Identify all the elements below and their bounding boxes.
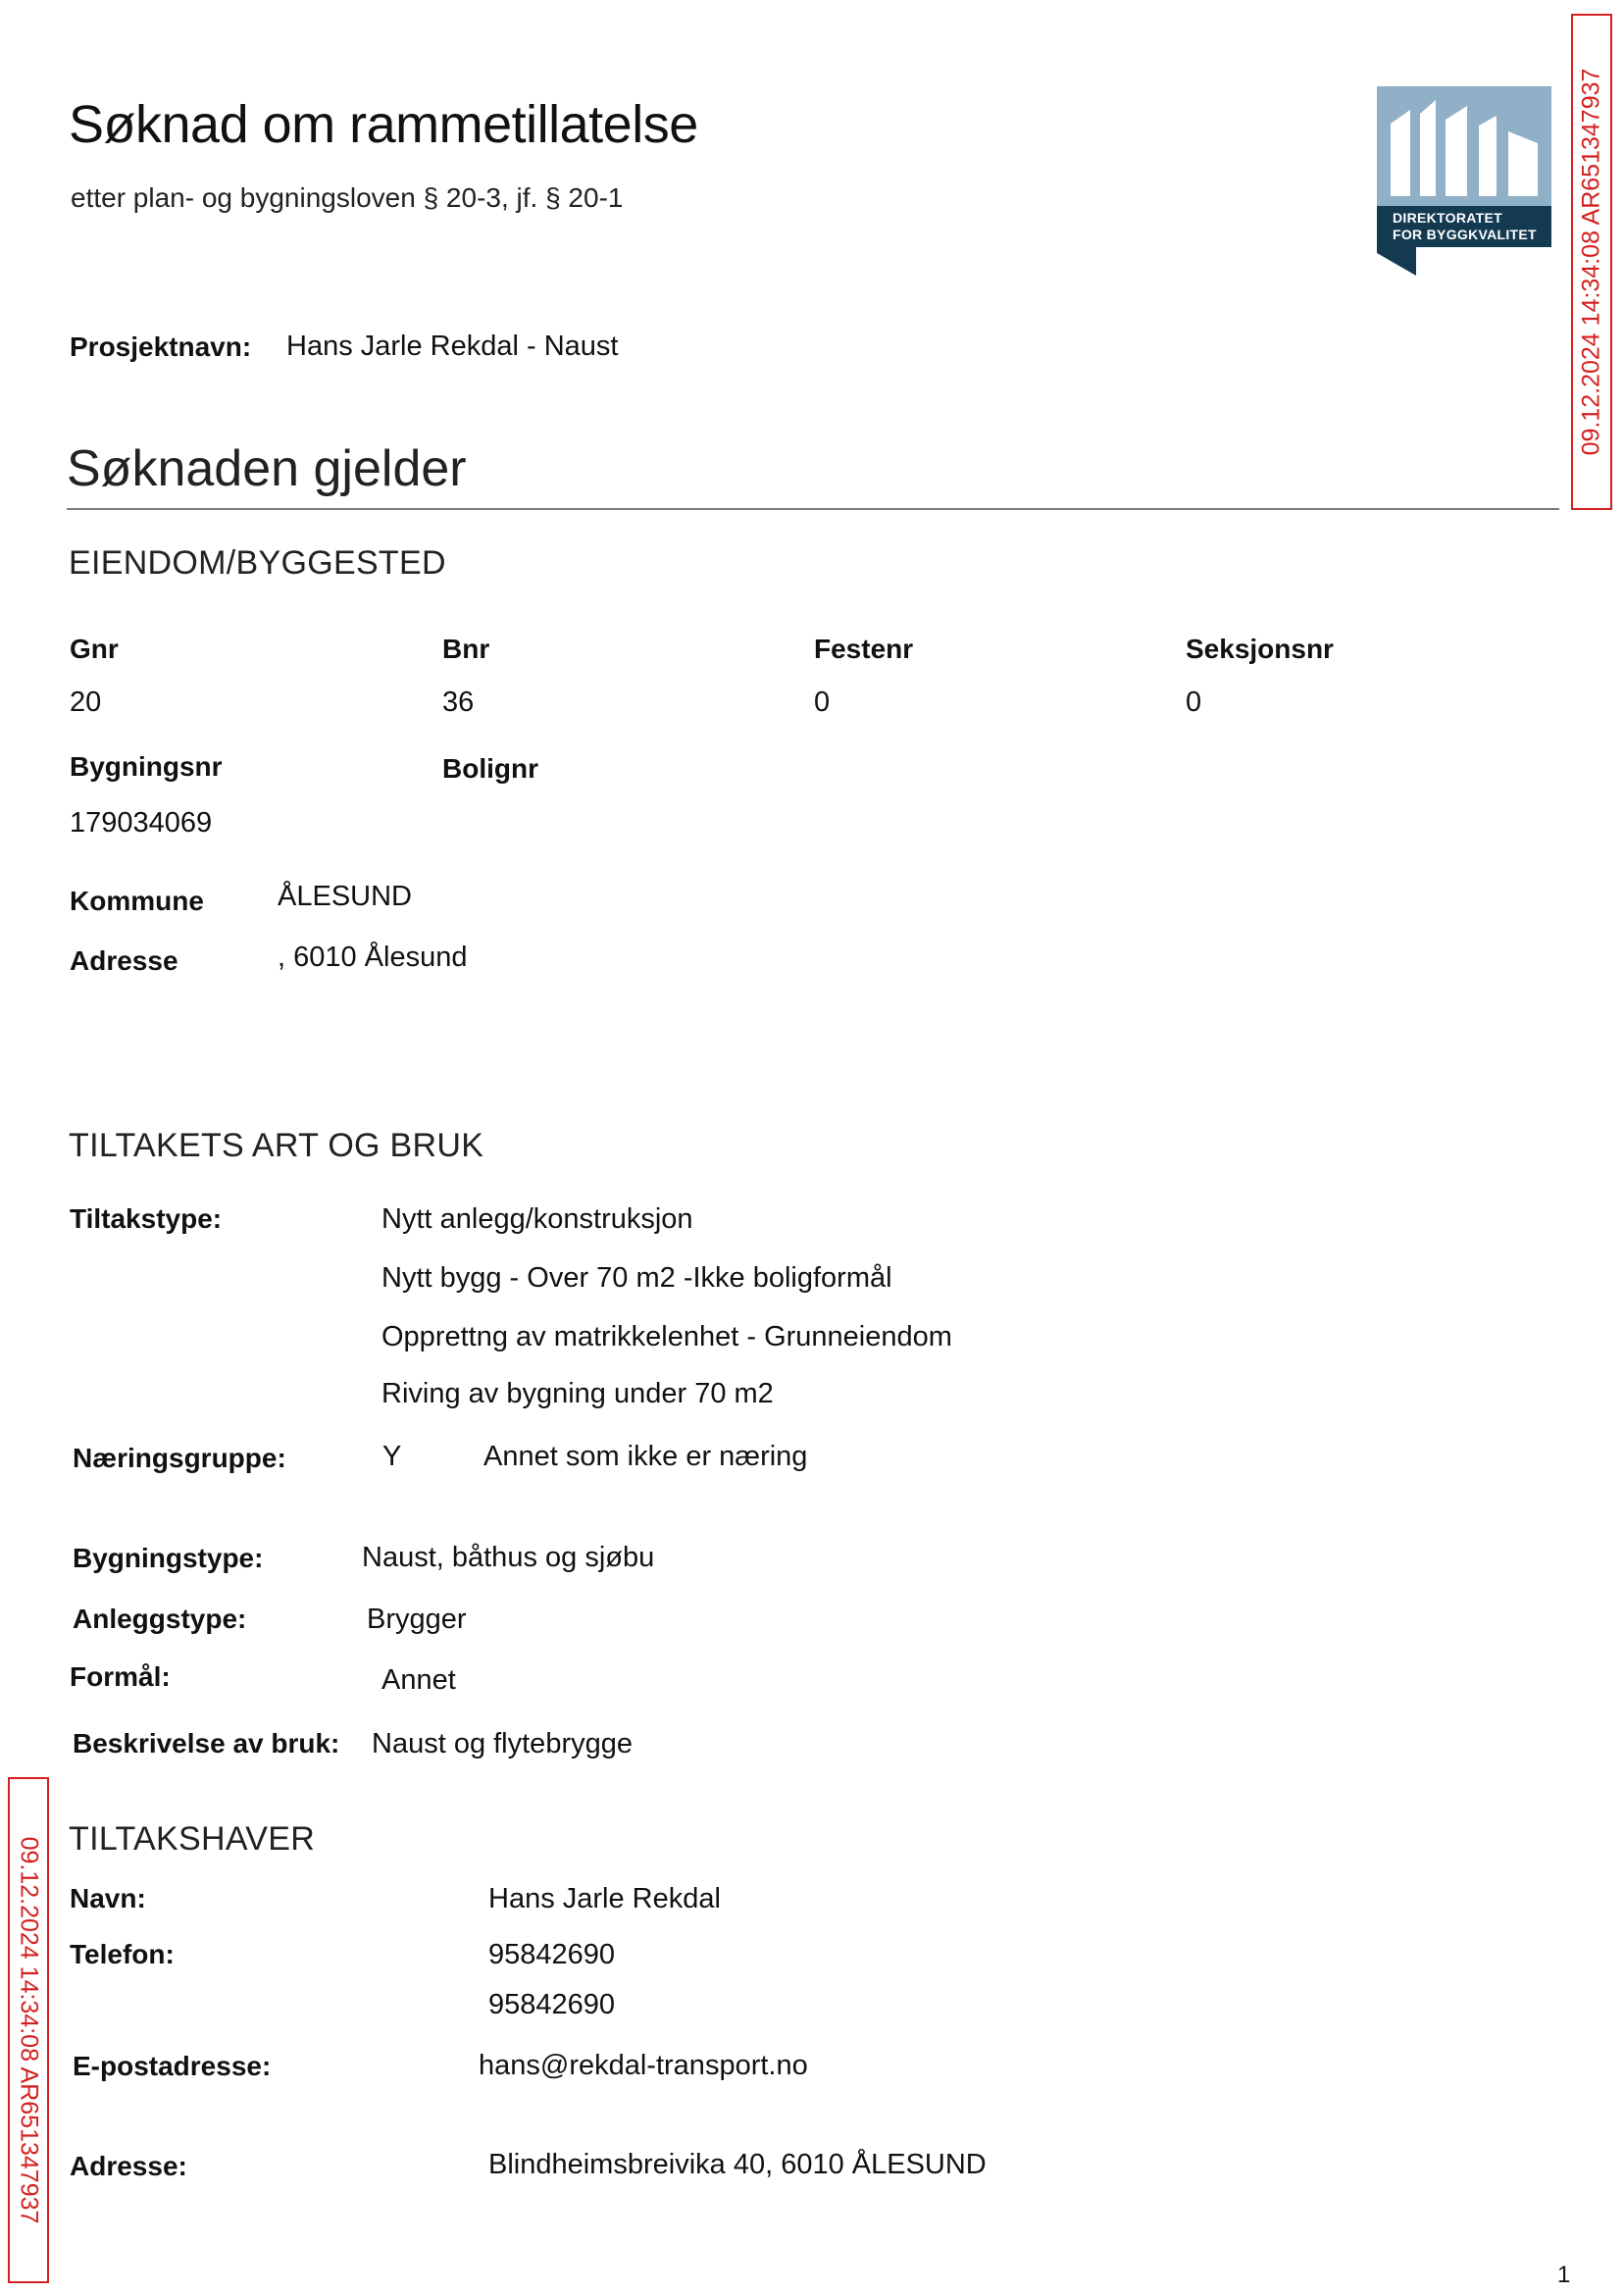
property-heading: EIENDOM/BYGGESTED: [69, 544, 446, 582]
telefon-value: 95842690: [488, 1939, 616, 1970]
bygningsnr-label: Bygningsnr: [70, 751, 223, 782]
stamp-text: 09.12.2024 14:34:08 AR651347937: [1577, 68, 1605, 456]
naeringsgruppe-code: Y: [382, 1441, 402, 1472]
beskrivelse-value: Naust og flytebrygge: [372, 1728, 633, 1759]
adresse-value: , 6010 Ålesund: [278, 942, 468, 973]
owner-heading: TILTAKSHAVER: [69, 1820, 316, 1858]
anleggstype-value: Brygger: [367, 1604, 467, 1635]
festenr-label: Festenr: [814, 634, 914, 664]
section-heading: Søknaden gjelder: [67, 440, 467, 497]
logo-text-line1: DIREKTORATET: [1393, 210, 1502, 226]
tiltakstype-item: Nytt bygg - Over 70 m2 -Ikke boligformål: [381, 1262, 892, 1294]
tiltakstype-item: Riving av bygning under 70 m2: [381, 1378, 774, 1409]
formal-value: Annet: [381, 1664, 456, 1696]
gnr-value: 20: [70, 687, 102, 718]
gnr-label: Gnr: [70, 634, 119, 664]
naeringsgruppe-label: Næringsgruppe:: [73, 1443, 286, 1473]
bnr-label: Bnr: [442, 634, 490, 664]
dibk-logo-graphic: [1377, 86, 1551, 276]
seksjonsnr-value: 0: [1186, 687, 1202, 718]
timestamp-stamp-top: [1571, 14, 1612, 510]
telefon-value: 95842690: [488, 1989, 616, 2020]
adresse-label: Adresse: [70, 945, 178, 976]
seksjonsnr-label: Seksjonsnr: [1186, 634, 1334, 664]
section-divider: [67, 508, 1559, 510]
dibk-logo: [1377, 86, 1551, 276]
page-number: 1: [1557, 2262, 1571, 2288]
logo-text-line2: FOR BYGGKVALITET: [1393, 227, 1537, 242]
anleggstype-label: Anleggstype:: [73, 1604, 247, 1634]
owner-adresse-label: Adresse:: [70, 2151, 187, 2181]
beskrivelse-label: Beskrivelse av bruk:: [73, 1728, 340, 1759]
festenr-value: 0: [814, 687, 831, 718]
stamp-text: 09.12.2024 14:34:08 AR651347937: [15, 1836, 43, 2224]
navn-label: Navn:: [70, 1883, 146, 1913]
project-name-label: Prosjektnavn:: [70, 331, 252, 362]
navn-value: Hans Jarle Rekdal: [488, 1883, 721, 1914]
measure-heading: TILTAKETS ART OG BRUK: [69, 1127, 484, 1164]
timestamp-stamp-bottom: [8, 1777, 49, 2283]
kommune-label: Kommune: [70, 886, 204, 916]
bolignr-label: Bolignr: [442, 753, 538, 784]
bygningstype-value: Naust, båthus og sjøbu: [362, 1542, 655, 1573]
telefon-label: Telefon:: [70, 1939, 175, 1969]
document-title: Søknad om rammetillatelse: [69, 95, 698, 154]
bygningstype-label: Bygningstype:: [73, 1543, 264, 1573]
bygningsnr-value: 179034069: [70, 807, 213, 839]
tiltakstype-label: Tiltakstype:: [70, 1203, 223, 1234]
formal-label: Formål:: [70, 1661, 171, 1692]
tiltakstype-item: Opprettng av matrikkelenhet - Grunneiendom: [381, 1321, 952, 1352]
epost-label: E-postadresse:: [73, 2051, 272, 2081]
document-subtitle: etter plan- og bygningsloven § 20-3, jf. § 20-1: [71, 182, 624, 213]
owner-adresse-value: Blindheimsbreivika 40, 6010 ÅLESUND: [488, 2149, 987, 2180]
kommune-value: ÅLESUND: [278, 881, 412, 912]
bnr-value: 36: [442, 687, 475, 718]
epost-value: hans@rekdal-transport.no: [479, 2050, 808, 2081]
naeringsgruppe-value: Annet som ikke er næring: [483, 1441, 808, 1472]
tiltakstype-item: Nytt anlegg/konstruksjon: [381, 1203, 693, 1235]
project-name-value: Hans Jarle Rekdal - Naust: [286, 331, 619, 362]
